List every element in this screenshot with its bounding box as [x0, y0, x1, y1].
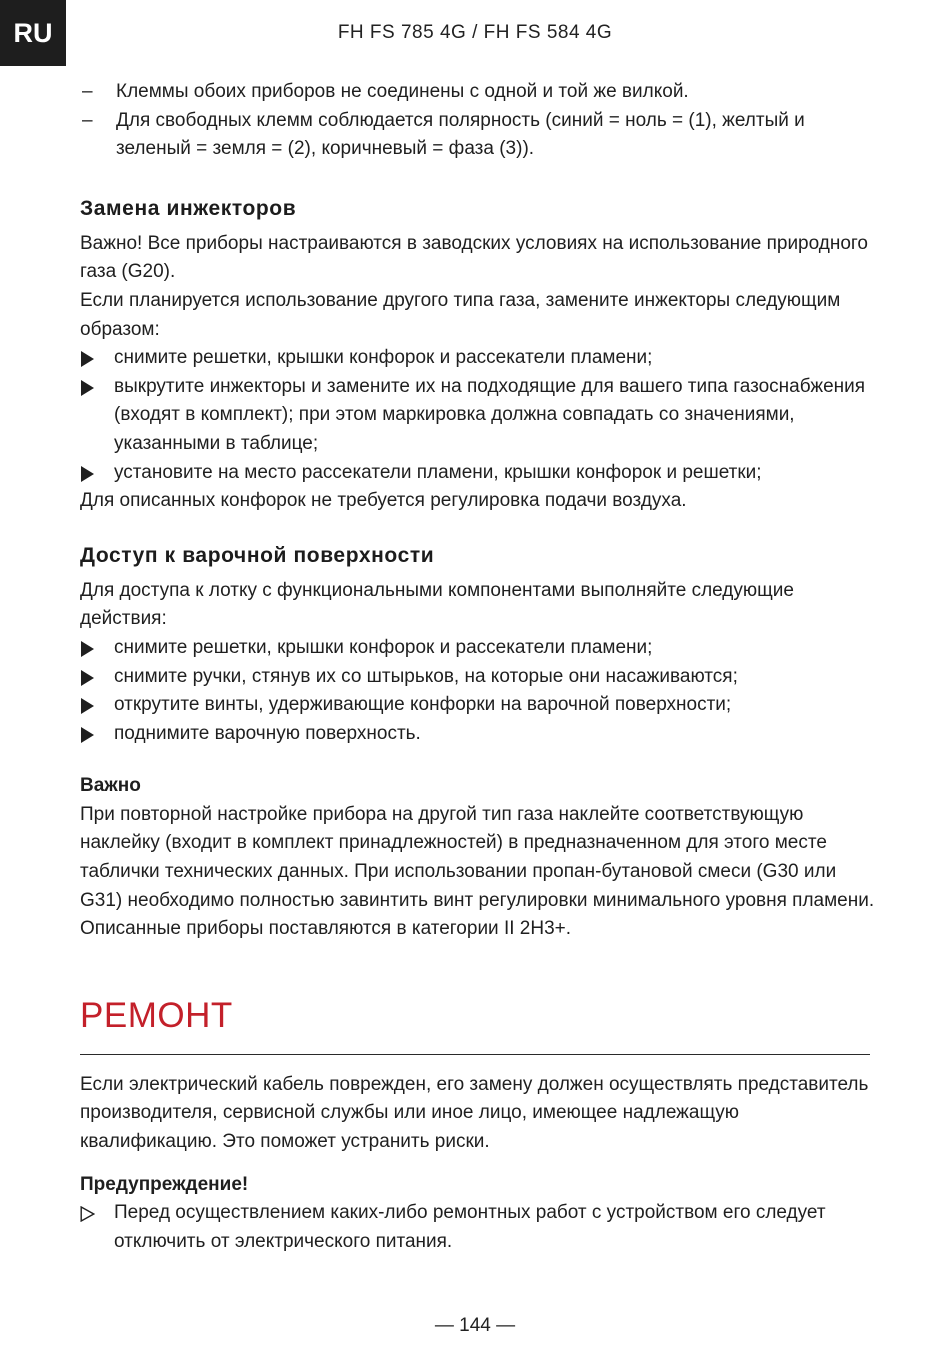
access-heading: Доступ к варочной поверхности	[80, 543, 435, 567]
triangle-bullet-icon	[80, 344, 114, 373]
injectors-note: Для описанных конфорок не требуется регулировка подачи воздуха.	[80, 490, 687, 512]
repair-text: Если электрический кабель поврежден, его замену должен осуществлять представитель производителя, сервисной службы или иное лицо, имеющее надлежащую квалификацию. Это поможет устранить риски.	[80, 1073, 869, 1153]
language-badge: RU	[0, 0, 66, 66]
injectors-paragraph: Важно! Все приборы настраиваются в заводских условиях на использование природного газа (G20).	[80, 232, 868, 283]
list-item	[80, 459, 880, 488]
triangle-bullet-icon	[80, 720, 114, 749]
injectors-paragraph: Если планируется использование другого типа газа, замените инжекторы следующим образом:	[80, 289, 841, 340]
list-item-text: Для свободных клемм соблюдается полярность (синий = ноль = (1), желтый и зеленый = земля = (2), коричневый = фаза (3)).	[116, 109, 805, 160]
dash-marker: –	[82, 109, 93, 131]
intro-list	[80, 78, 880, 164]
model-title: FH FS 785 4G / FH FS 584 4G	[337, 22, 613, 43]
triangle-bullet-icon	[80, 459, 114, 488]
list-item	[80, 107, 880, 164]
warning-text: Перед осуществлением каких-либо ремонтных работ с устройством его следует отключить от электрического питания.	[114, 1202, 826, 1252]
list-item-text: Клеммы обоих приборов не соединены с одной и той же вилкой.	[116, 81, 689, 102]
important-text: При повторной настройке прибора на другой тип газа наклейте соответствующую наклейку (входит в комплект принадлежностей) в предназначенном для этого месте таблички технических данных. При использовании пропан-бутановой смеси (G30 или G31) необходимо полностью завинтить винт регулировки минимального уровня пламени. Описанные приборы поставляются в категории II 2H3+.	[80, 803, 875, 940]
page-content	[80, 78, 880, 1256]
triangle-bullet-icon	[80, 634, 114, 663]
list-item-text: снимите ручки, стянув их со штырьков, на которые они насаживаются;	[114, 665, 738, 687]
list-item-text: установите на место рассекатели пламени, крышки конфорок и решетки;	[114, 461, 762, 483]
list-item-text: снимите решетки, крышки конфорок и рассекатели пламени;	[114, 347, 653, 369]
triangle-bullet-icon	[80, 373, 114, 459]
list-item	[80, 634, 880, 663]
list-item	[80, 373, 880, 459]
list-item-text: снимите решетки, крышки конфорок и рассекатели пламени;	[114, 636, 653, 658]
list-item-text: выкрутите инжекторы и замените их на подходящие для вашего типа газоснабжения (входят в комплект); при этом маркировка должна совпадать со значениями, указанными в таблице;	[114, 375, 866, 454]
list-item	[80, 78, 880, 107]
triangle-bullet-icon	[80, 691, 114, 720]
dash-marker: –	[82, 81, 93, 102]
warning-item	[80, 1199, 880, 1256]
triangle-bullet-icon	[80, 663, 114, 692]
page-number: — 144 —	[434, 1315, 516, 1336]
list-item	[80, 691, 880, 720]
list-item	[80, 720, 880, 749]
warning-label: Предупреждение!	[80, 1173, 249, 1195]
list-item-text: открутите винты, удерживающие конфорки на варочной поверхности;	[114, 694, 732, 716]
access-intro: Для доступа к лотку с функциональными компонентами выполняйте следующие действия:	[80, 579, 794, 630]
important-label: Важно	[80, 775, 141, 797]
list-item-text: поднимите варочную поверхность.	[114, 722, 421, 744]
injectors-steps	[80, 344, 880, 487]
injectors-heading: Замена инжекторов	[80, 196, 297, 220]
access-steps	[80, 634, 880, 748]
list-item	[80, 663, 880, 692]
list-item	[80, 344, 880, 373]
section-divider	[80, 1054, 870, 1055]
outline-triangle-bullet-icon	[80, 1199, 114, 1256]
repair-title: РЕМОНТ	[80, 995, 233, 1035]
